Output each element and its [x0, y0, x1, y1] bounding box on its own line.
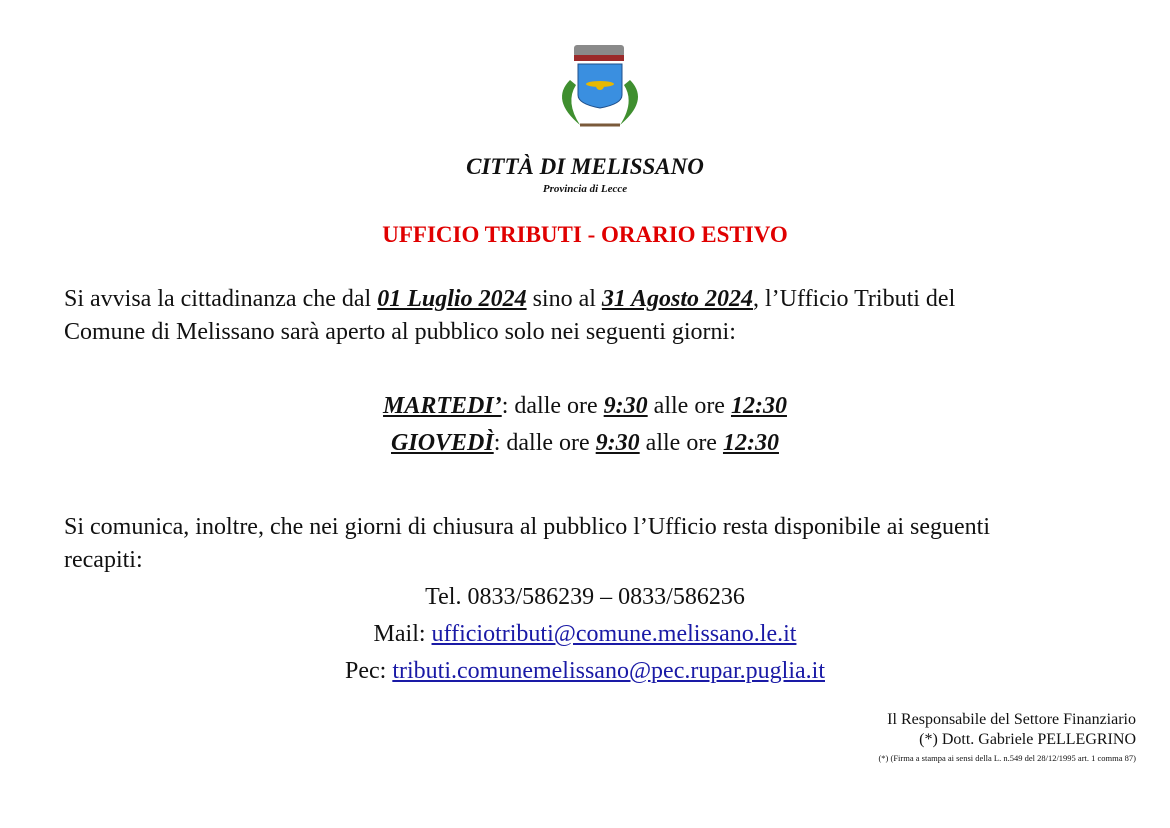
text: : dalle ore [493, 430, 596, 456]
mail-label: Mail: [373, 621, 432, 647]
mail-line [0, 621, 1170, 648]
schedule-thursday [0, 430, 1170, 457]
time-to: 12:30 [730, 393, 787, 419]
intro-line-1 [64, 286, 955, 313]
day: MARTEDI’ [383, 393, 502, 419]
pec-label: Pec: [345, 658, 393, 684]
date-from: 01 Luglio 2024 [377, 286, 527, 312]
contacts-line-1: Si comunica, inoltre, che nei giorni di chiusura al pubblico l’Ufficio resta disponibile ai seguenti [64, 514, 990, 540]
signature-note: (*) (Firma a stampa ai sensi della L. n.549 del 28/12/1995 art. 1 comma 87) [878, 753, 1136, 763]
notice-title: UFFICIO TRIBUTI - ORARIO ESTIVO [382, 222, 788, 247]
text: alle ore [647, 393, 731, 419]
intro-text: sino al [526, 286, 602, 312]
time-to: 12:30 [722, 430, 779, 456]
intro-line-2: Comune di Melissano sarà aperto al pubblico solo nei seguenti giorni: [64, 319, 736, 345]
time-from: 9:30 [595, 430, 640, 456]
signature-name: (*) Dott. Gabriele PELLEGRINO [919, 731, 1136, 748]
intro-text: , l’Ufficio Tributi del [753, 286, 956, 312]
telephone: Tel. 0833/586239 – 0833/586236 [425, 584, 745, 610]
pec-line [0, 658, 1170, 685]
time-from: 9:30 [603, 393, 648, 419]
signature-role: Il Responsabile del Settore Finanziario [887, 711, 1136, 728]
city-name: CITTÀ DI MELISSANO [466, 154, 704, 179]
province: Provincia di Lecce [542, 183, 628, 195]
schedule-tuesday [0, 393, 1170, 420]
municipal-crest-logo [540, 40, 660, 135]
mail-link[interactable]: ufficiotributi@comune.melissano.le.it [431, 621, 797, 647]
date-to: 31 Agosto 2024 [601, 286, 754, 312]
text: : dalle ore [501, 393, 604, 419]
day: GIOVEDÌ [391, 430, 494, 456]
text: alle ore [639, 430, 723, 456]
intro-text: Si avvisa la cittadinanza che dal [64, 286, 378, 312]
pec-link[interactable]: tributi.comunemelissano@pec.rupar.puglia.it [392, 658, 825, 684]
contacts-line-2: recapiti: [64, 547, 143, 573]
